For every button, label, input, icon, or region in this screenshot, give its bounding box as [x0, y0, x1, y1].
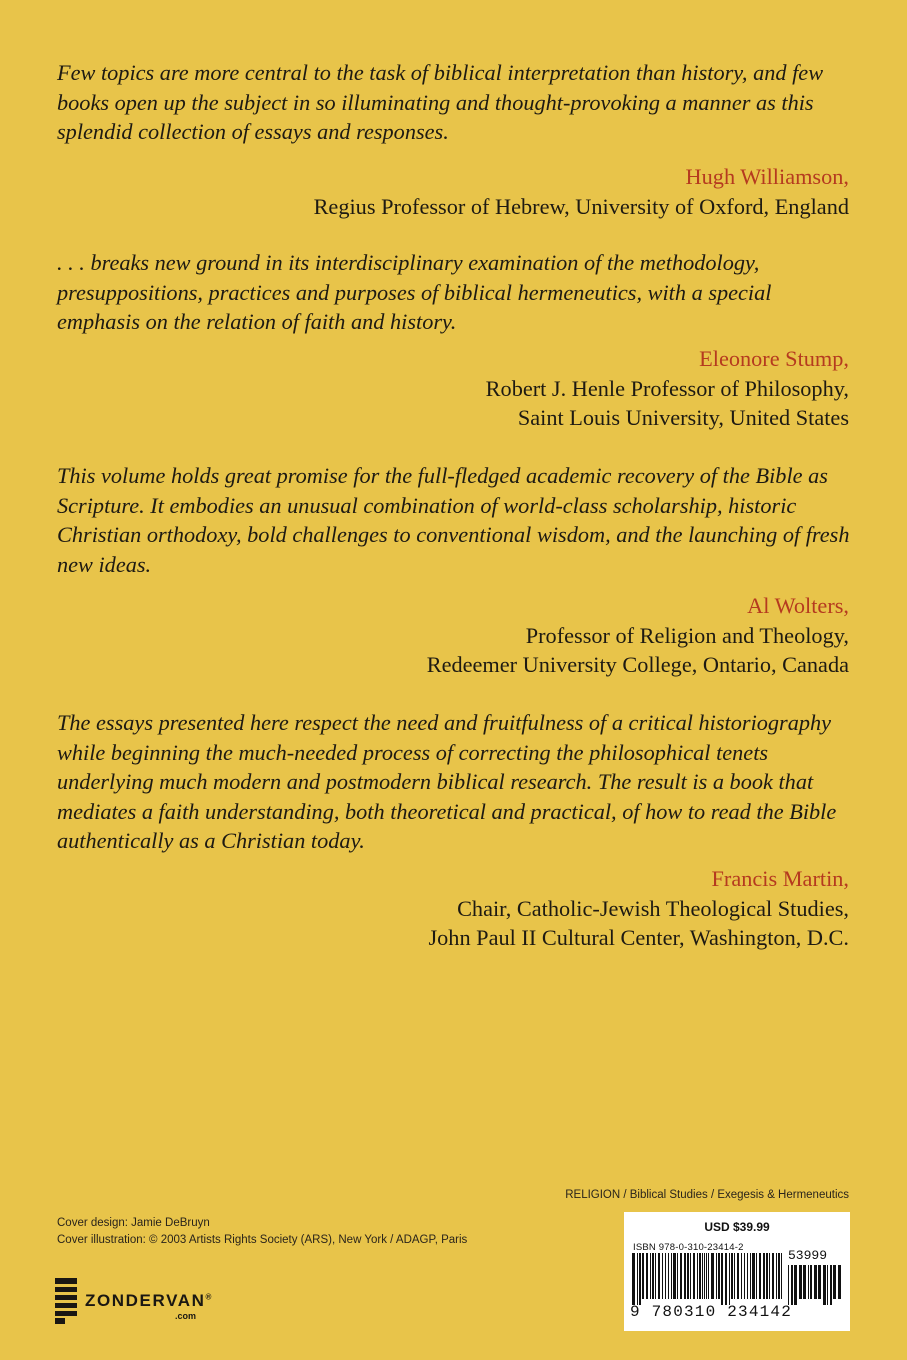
- barcode-bar: [747, 1253, 748, 1299]
- barcode-bar: [778, 1253, 780, 1299]
- barcode-bar: [704, 1253, 705, 1299]
- barcode-bar: [711, 1253, 714, 1299]
- barcode-bar: [766, 1253, 768, 1299]
- barcode-bar: [803, 1265, 806, 1299]
- cover-illustration-credit: Cover illustration: © 2003 Artists Rights Society (ARS), New York / ADAGP, Paris: [57, 1234, 468, 1246]
- barcode-bar: [781, 1253, 782, 1299]
- barcode-bar: [823, 1265, 826, 1305]
- publisher-logo: [55, 1278, 295, 1328]
- barcode-bar: [646, 1253, 648, 1299]
- barcode-bar: [662, 1253, 663, 1299]
- barcode-bar: [650, 1253, 651, 1299]
- barcode-bar: [708, 1253, 709, 1299]
- endorsement-quote-1: Few topics are more central to the task of biblical interpretation than history, and few books open up the subject in so illuminating and thought-provoking a manner as this splendid collection of essays and responses.: [57, 60, 824, 144]
- barcode-bar: [706, 1253, 707, 1299]
- barcode-bar: [658, 1253, 660, 1299]
- barcode-bar: [729, 1253, 730, 1305]
- publisher-wordmark: [85, 1291, 213, 1311]
- barcode-bar: [756, 1253, 757, 1299]
- barcode-bar: [776, 1253, 777, 1299]
- publisher-name: ZONDERVAN: [85, 1291, 206, 1310]
- barcode-bar: [744, 1253, 745, 1299]
- barcode-bar: [693, 1253, 695, 1299]
- barcode-bar: [830, 1265, 832, 1305]
- barcode-bar: [665, 1253, 666, 1299]
- barcode-bar: [763, 1253, 765, 1299]
- barcode-bar: [838, 1265, 841, 1299]
- endorser-affiliation: Redeemer University College, Ontario, Canada: [426, 652, 849, 677]
- endorser-affiliation: Saint Louis University, United States: [517, 405, 849, 430]
- endorser-affiliation: Professor of Religion and Theology,: [525, 622, 849, 648]
- endorsement-attribution-4: [29, 864, 849, 953]
- barcode-bar: [750, 1253, 751, 1299]
- barcode-bar: [737, 1253, 739, 1299]
- barcode-bar: [833, 1265, 836, 1299]
- barcode-bar: [668, 1253, 669, 1299]
- ean-barcode-bars: [632, 1253, 784, 1305]
- barcode-bar: [741, 1253, 742, 1299]
- barcode-bar: [673, 1253, 676, 1299]
- barcode-bar: [827, 1265, 828, 1305]
- addon-barcode-bars: [788, 1265, 844, 1305]
- publisher-domain: .com: [175, 1311, 197, 1321]
- price-label: USD $39.99: [704, 1220, 770, 1234]
- barcode-bar: [687, 1253, 689, 1299]
- barcode-bar: [769, 1253, 770, 1299]
- endorser-affiliation: Chair, Catholic-Jewish Theological Studies,: [457, 895, 849, 921]
- isbn-barcode: [624, 1212, 850, 1331]
- barcode-bar: [690, 1253, 691, 1299]
- barcode-bar: [655, 1253, 656, 1299]
- barcode-bar: [716, 1253, 717, 1299]
- barcode-bar: [639, 1253, 641, 1305]
- endorser-affiliation: Regius Professor of Hebrew, University of Oxford, England: [313, 193, 849, 219]
- barcode-bar: [725, 1253, 727, 1305]
- price-addon-number: 53999: [788, 1248, 828, 1263]
- barcode-bar: [814, 1265, 817, 1299]
- endorser-affiliation: Robert J. Henle Professor of Philosophy,: [485, 375, 849, 401]
- barcode-bar: [772, 1253, 774, 1299]
- barcode-bar: [794, 1265, 797, 1305]
- barcode-bar: [702, 1253, 703, 1299]
- registered-mark: ®: [205, 1292, 214, 1302]
- endorsement-attribution-3: [29, 591, 849, 680]
- subject-category: RELIGION / Biblical Studies / Exegesis & Hermeneutics: [565, 1189, 849, 1201]
- barcode-bar: [642, 1253, 644, 1299]
- cover-credits: [57, 1215, 467, 1249]
- barcode-bar: [637, 1253, 638, 1305]
- endorser-name: Francis Martin,: [711, 866, 849, 891]
- barcode-bar: [808, 1265, 809, 1299]
- barcode-bar: [697, 1253, 698, 1299]
- barcode-bar: [632, 1253, 635, 1305]
- barcode-bar: [699, 1253, 701, 1299]
- barcode-digits: 9 780310 234142: [630, 1303, 793, 1321]
- barcode-bar: [799, 1265, 802, 1299]
- endorsement-quote-4: The essays presented here respect the need and fruitfulness of a critical historiography while beginning the much-needed process of correcting the philosophical tenets underlying much modern and postmodern biblical research. The result is a book that mediates a faith understanding, both theoretical and practical, of how to read the Bible authentically as a Christian today.: [57, 710, 837, 853]
- barcode-bar: [810, 1265, 812, 1299]
- endorsement-quote-3: This volume holds great promise for the full-fledged academic recovery of the Bible as Scripture. It embodies an unusual combination of world-class scholarship, historic Christian orthodoxy, bold challenges to conventional wisdom, and the launching of fresh new ideas.: [57, 463, 850, 577]
- barcode-bar: [684, 1253, 686, 1299]
- endorser-name: Eleonore Stump,: [699, 346, 849, 371]
- endorsement-attribution-1: [29, 162, 849, 221]
- barcode-bar: [680, 1253, 682, 1299]
- barcode-bar: [818, 1265, 821, 1299]
- barcode-bar: [671, 1253, 672, 1299]
- isbn-label: ISBN 978-0-310-23414-2: [633, 1242, 744, 1253]
- zondervan-logo-mark-icon: [55, 1278, 77, 1324]
- barcode-bar: [677, 1253, 678, 1299]
- endorsement-attribution-2: [29, 344, 849, 433]
- barcode-bar: [759, 1253, 761, 1299]
- barcode-bar: [788, 1265, 789, 1305]
- endorser-name: Hugh Williamson,: [685, 164, 849, 189]
- barcode-bar: [721, 1253, 723, 1305]
- endorser-affiliation: John Paul II Cultural Center, Washington, D.C.: [428, 925, 849, 950]
- barcode-bar: [791, 1265, 793, 1305]
- barcode-bar: [731, 1253, 733, 1299]
- endorsement-quote-2: . . . breaks new ground in its interdisciplinary examination of the methodology, presuppositions, practices and purposes of biblical hermeneutics, with a special emphasis on the relation of faith and history.: [57, 250, 772, 334]
- barcode-bar: [752, 1253, 755, 1299]
- barcode-bar: [734, 1253, 735, 1299]
- barcode-bar: [718, 1253, 720, 1299]
- cover-design-credit: Cover design: Jamie DeBruyn: [57, 1217, 210, 1229]
- barcode-bar: [652, 1253, 654, 1299]
- endorser-name: Al Wolters,: [747, 593, 849, 618]
